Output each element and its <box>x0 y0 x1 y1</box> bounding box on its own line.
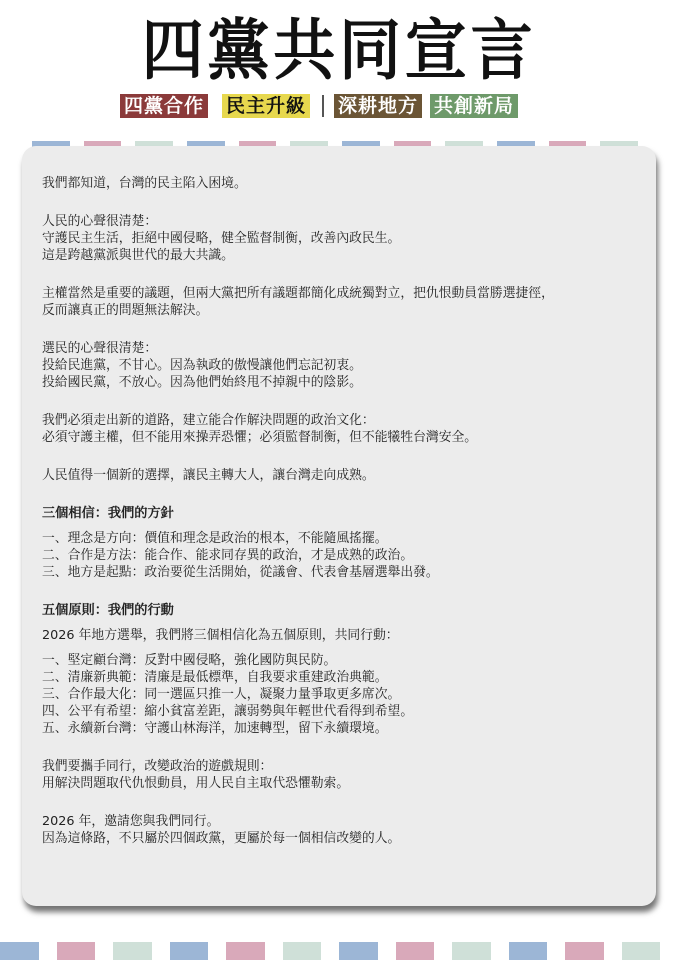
stripe-segment <box>57 942 96 960</box>
stripe-segment <box>565 942 604 960</box>
stripe-segment <box>226 942 265 960</box>
people-voice-line: 人民的心聲很清楚： <box>42 214 158 229</box>
voters-voice-line: 投給國民黨，不放心。因為他們始終甩不掉親中的陰影。 <box>42 375 362 390</box>
stripe-segment <box>0 942 39 960</box>
new-path-line: 我們必須走出新的道路，建立能合作解決問題的政治文化： <box>42 413 375 428</box>
principle-item: 二、清廉新典範：清廉是最低標準，自我要求重建政治典範。 <box>42 670 388 685</box>
three-beliefs-heading: 三個相信：我們的方針 <box>42 506 174 521</box>
page-title: 四黨共同宣言 <box>141 11 537 89</box>
stripe-segment <box>452 942 491 960</box>
people-voice-line: 守護民主生活，拒絕中國侵略，健全監督制衡，改善內政民生。 <box>42 231 401 246</box>
stripe-segment <box>170 942 209 960</box>
mature-line: 人民值得一個新的選擇，讓民主轉大人，讓台灣走向成熟。 <box>42 468 375 483</box>
five-principles-heading: 五個原則：我們的行動 <box>42 603 174 618</box>
tag-four-party-cooperation: 四黨合作 <box>120 94 208 118</box>
tag-new-era: 共創新局 <box>430 94 518 118</box>
closing-line: 2026 年，邀請您與我們同行。 <box>42 814 220 829</box>
sovereignty-line: 反而讓真正的問題無法解決。 <box>42 303 209 318</box>
principle-item: 四、公平有希望：縮小貧富差距，讓弱勢與年輕世代看得到希望。 <box>42 704 414 719</box>
stripe-segment <box>113 942 152 960</box>
five-principles-intro: 2026 年地方選舉，我們將三個相信化為五個原則，共同行動： <box>42 628 399 643</box>
together-line: 我們要攜手同行，改變政治的遊戲規則： <box>42 759 273 774</box>
new-path-line: 必須守護主權，但不能用來操弄恐懼；必須監督制衡，但不能犧牲台灣安全。 <box>42 430 478 445</box>
stripe-segment <box>339 942 378 960</box>
intro-line: 我們都知道，台灣的民主陷入困境。 <box>42 176 247 191</box>
tagline <box>120 92 580 120</box>
stripe-segment <box>283 942 322 960</box>
belief-item: 三、地方是起點：政治要從生活開始，從議會、代表會基層選舉出發。 <box>42 565 439 580</box>
stripe-segment <box>396 942 435 960</box>
stripe-segment <box>622 942 661 960</box>
together-line: 用解決問題取代仇恨動員，用人民自主取代恐懼勒索。 <box>42 776 350 791</box>
closing-line: 因為這條路，不只屬於四個政黨，更屬於每一個相信改變的人。 <box>42 831 401 846</box>
principle-item: 五、永續新台灣：守護山林海洋，加速轉型，留下永續環境。 <box>42 721 388 736</box>
tag-democracy-upgrade: 民主升級 <box>222 94 310 118</box>
people-voice-line: 這是跨越黨派與世代的最大共識。 <box>42 248 234 263</box>
bottom-color-stripe <box>0 942 678 960</box>
belief-item: 二、合作是方法：能合作、能求同存異的政治，才是成熟的政治。 <box>42 548 414 563</box>
declaration-text <box>42 175 642 847</box>
tag-local-rooting: 深耕地方 <box>334 94 422 118</box>
voters-voice-line: 選民的心聲很清楚： <box>42 341 158 356</box>
sovereignty-line: 主權當然是重要的議題，但兩大黨把所有議題都簡化成統獨對立，把仇恨動員當勝選捷徑， <box>42 286 554 301</box>
voters-voice-line: 投給民進黨，不甘心。因為執政的傲慢讓他們忘記初衷。 <box>42 358 362 373</box>
belief-item: 一、理念是方向：價值和理念是政治的根本，不能隨風搖擺。 <box>42 531 388 546</box>
principle-item: 三、合作最大化：同一選區只推一人，凝聚力量爭取更多席次。 <box>42 687 401 702</box>
principle-item: 一、堅定顧台灣：反對中國侵略，強化國防與民防。 <box>42 653 337 668</box>
tag-divider <box>322 95 324 117</box>
stripe-segment <box>509 942 548 960</box>
